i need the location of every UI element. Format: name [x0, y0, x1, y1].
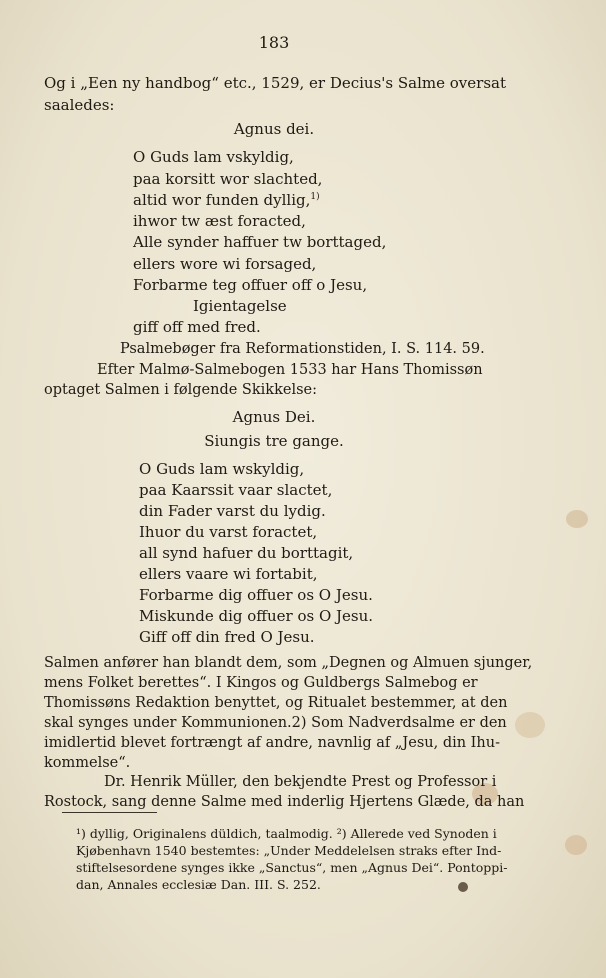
page-number: 183 [258, 33, 290, 52]
footnote-ref: 1) [310, 192, 320, 202]
poem-line: Forbarme dig offuer os O Jesu. [139, 586, 373, 604]
paragraph-line: Thomissøns Redaktion benyttet, og Ritualet bestemmer, at den [44, 695, 508, 711]
poem-line: Giff off din fred O Jesu. [139, 628, 315, 646]
poem-line: Miskunde dig offuer os O Jesu. [139, 607, 374, 625]
poem-line: ellers wore wi forsaged, [133, 255, 317, 273]
section-title: Agnus dei. [233, 120, 315, 138]
footnote-rule [62, 812, 157, 813]
paragraph-line: mens Folket berettes“. I Kingos og Guldbergs Salmebog er [44, 675, 478, 691]
poem-line: ellers vaare wi fortabit, [139, 565, 318, 583]
source-citation: Psalmebøger fra Reformationstiden, I. S. 114. 59. [120, 341, 485, 357]
paragraph-line: optaget Salmen i følgende Skikkelse: [44, 382, 317, 398]
poem-line: O Guds lam wskyldig, [139, 460, 305, 478]
poem-line: Forbarme teg offuer off o Jesu, [133, 276, 368, 294]
paragraph-line: Rostock, sang denne Salme med inderlig Hjertens Glæde, da han [44, 794, 525, 810]
paper-stain [458, 882, 468, 892]
intro-line: Og i „Een ny handbog“ etc., 1529, er Decius's Salme oversat [44, 74, 506, 92]
paragraph-line: Efter Malmø-Salmebogen 1533 har Hans Thomissøn [97, 362, 483, 378]
footnote-line: ¹) dyllig, Originalens düldich, taalmodig. ²) Allerede ved Synoden i [76, 826, 497, 841]
paper-stain [566, 510, 588, 528]
poem-line: paa korsitt wor slachted, [133, 170, 323, 188]
paragraph-line: Salmen anfører han blandt dem, som „Degnen og Almuen sjunger, [44, 655, 533, 671]
poem-line: O Guds lam vskyldig, [133, 148, 294, 166]
section-subtitle: Siungis tre gange. [204, 432, 344, 450]
poem-line: altid wor funden dyllig,$^{1)}$ [133, 191, 320, 209]
poem-line: Igientagelse [193, 297, 287, 315]
footnote-line: dan, Annales ecclesiæ Dan. III. S. 252. [76, 877, 321, 892]
footnote-line: Kjøbenhavn 1540 bestemtes: „Under Meddelelsen straks efter Ind- [76, 843, 502, 858]
paragraph-line: skal synges under Kommunionen.2) Som Nadverdsalme er den [44, 715, 507, 731]
intro-line: saaledes: [44, 96, 115, 114]
paragraph-line: imidlertid blevet fortrængt af andre, navnlig af „Jesu, din Ihu- [44, 735, 500, 751]
poem-line: all synd hafuer du borttagit, [139, 544, 354, 562]
poem-line: paa Kaarssit vaar slactet, [139, 481, 333, 499]
paragraph-line: kommelse“. [44, 755, 131, 771]
poem-line: din Fader varst du lydig. [139, 502, 326, 520]
poem-line: Ihuor du varst foractet, [139, 523, 318, 541]
paragraph-line: Dr. Henrik Müller, den bekjendte Prest og Professor i [104, 774, 497, 790]
poem-line: Alle synder haffuer tw borttaged, [133, 233, 387, 251]
section-title: Agnus Dei. [232, 408, 316, 426]
poem-line: ihwor tw æst foracted, [133, 212, 306, 230]
footnote-line: stiftelsesordene synges ikke „Sanctus“, men „Agnus Dei“. Pontoppi- [76, 860, 508, 875]
paper-stain [515, 712, 545, 738]
paper-stain [565, 835, 587, 855]
poem-line: giff off med fred. [133, 318, 261, 336]
